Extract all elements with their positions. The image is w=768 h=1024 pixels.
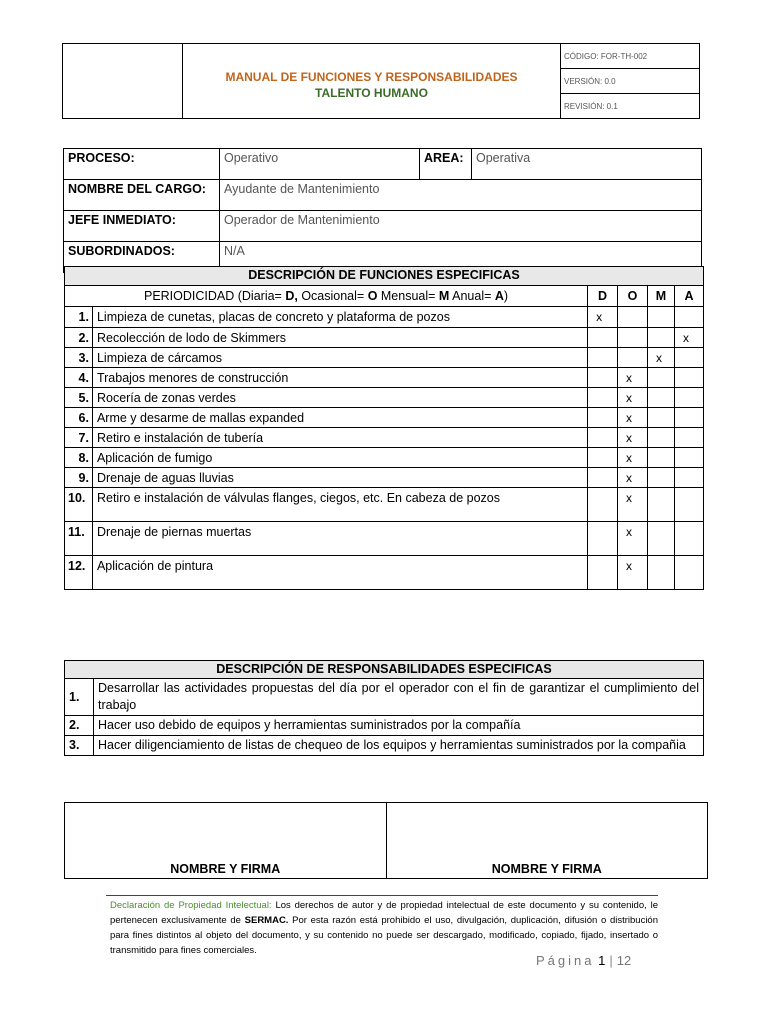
cargo-value: Ayudante de Mantenimiento bbox=[220, 180, 702, 211]
mark-annual bbox=[674, 368, 703, 388]
proceso-value: Operativo bbox=[220, 149, 420, 180]
mark-occasional: x bbox=[618, 368, 648, 388]
mark-monthly bbox=[648, 408, 675, 428]
mark-occasional: x bbox=[618, 556, 648, 590]
function-desc: Drenaje de aguas lluvias bbox=[92, 468, 587, 488]
function-row bbox=[65, 468, 704, 488]
function-desc: Retiro e instalación de válvulas flanges, ciegos, etc. En cabeza de pozos bbox=[92, 488, 587, 522]
declaration-text-1: Los derechos de autor y de propiedad intelectual de este documento y su contenido, le pertenecen exclusivamente de bbox=[110, 900, 659, 926]
functions-heading: DESCRIPCIÓN DE FUNCIONES ESPECIFICAS bbox=[65, 267, 704, 286]
mark-monthly bbox=[648, 488, 675, 522]
mark-monthly bbox=[648, 522, 675, 556]
col-daily: D bbox=[588, 286, 618, 307]
function-desc: Drenaje de piernas muertas bbox=[92, 522, 587, 556]
function-row bbox=[65, 408, 704, 428]
manual-title: MANUAL DE FUNCIONES Y RESPONSABILIDADES bbox=[225, 70, 518, 84]
mark-occasional: x bbox=[618, 448, 648, 468]
function-row bbox=[65, 556, 704, 590]
mark-daily bbox=[588, 468, 618, 488]
responsibility-number: 3. bbox=[65, 736, 94, 756]
mark-daily bbox=[588, 488, 618, 522]
mark-annual bbox=[674, 348, 703, 368]
function-desc: Aplicación de pintura bbox=[92, 556, 587, 590]
function-row bbox=[65, 448, 704, 468]
mark-occasional: x bbox=[618, 408, 648, 428]
mark-monthly bbox=[648, 388, 675, 408]
mark-occasional: x bbox=[618, 388, 648, 408]
mark-occasional: x bbox=[618, 428, 648, 448]
logo-cell bbox=[63, 44, 183, 119]
jefe-value: Operador de Mantenimiento bbox=[220, 211, 702, 242]
function-desc: Rocería de zonas verdes bbox=[92, 388, 587, 408]
responsibility-number: 2. bbox=[65, 716, 94, 736]
declaration-label: Declaración de Propiedad Intelectual: bbox=[110, 900, 272, 911]
function-number: 8. bbox=[65, 448, 93, 468]
doc-code: CÓDIGO: FOR-TH-002 bbox=[561, 44, 700, 69]
responsibilities-table bbox=[64, 660, 704, 756]
mark-monthly bbox=[648, 368, 675, 388]
function-desc: Trabajos menores de construcción bbox=[92, 368, 587, 388]
function-desc: Limpieza de cunetas, placas de concreto y plataforma de pozos bbox=[92, 307, 587, 328]
mark-monthly bbox=[648, 307, 675, 328]
mark-daily bbox=[588, 522, 618, 556]
mark-daily bbox=[588, 388, 618, 408]
function-desc: Arme y desarme de mallas expanded bbox=[92, 408, 587, 428]
functions-rows bbox=[65, 307, 704, 590]
responsibility-desc: Hacer diligenciamiento de listas de chequeo de los equipos y herramientas suministrados por la compañia bbox=[94, 736, 704, 756]
responsibility-row bbox=[65, 716, 704, 736]
mark-monthly bbox=[648, 428, 675, 448]
header-title-cell bbox=[183, 44, 561, 119]
mark-occasional bbox=[618, 348, 648, 368]
function-row bbox=[65, 388, 704, 408]
responsibility-desc: Desarrollar las actividades propuestas del día por el operador con el fin de garantizar el cumplimiento del trabajo bbox=[94, 679, 704, 716]
mark-annual bbox=[674, 522, 703, 556]
page-number: 1 bbox=[598, 953, 606, 968]
mark-monthly bbox=[648, 468, 675, 488]
mark-daily bbox=[588, 448, 618, 468]
mark-annual bbox=[674, 556, 703, 590]
function-desc: Aplicación de fumigo bbox=[92, 448, 587, 468]
function-row bbox=[65, 307, 704, 328]
mark-monthly bbox=[648, 448, 675, 468]
position-info-table bbox=[63, 148, 702, 273]
doc-version: VERSIÓN: 0.0 bbox=[561, 69, 700, 94]
function-number: 1. bbox=[65, 307, 93, 328]
footer-divider bbox=[106, 895, 658, 896]
function-desc: Retiro e instalación de tubería bbox=[92, 428, 587, 448]
mark-occasional: x bbox=[618, 488, 648, 522]
mark-annual bbox=[674, 307, 703, 328]
area-value: Operativa bbox=[472, 149, 702, 180]
function-number: 2. bbox=[65, 328, 93, 348]
mark-daily: x bbox=[588, 307, 618, 328]
function-row bbox=[65, 328, 704, 348]
function-desc: Recolección de lodo de Skimmers bbox=[92, 328, 587, 348]
function-row bbox=[65, 522, 704, 556]
function-number: 4. bbox=[65, 368, 93, 388]
mark-annual bbox=[674, 408, 703, 428]
subordinados-value: N/A bbox=[220, 242, 702, 273]
proceso-label: PROCESO: bbox=[64, 149, 220, 180]
area-label: AREA: bbox=[420, 149, 472, 180]
intellectual-property-declaration bbox=[110, 898, 658, 958]
mark-daily bbox=[588, 428, 618, 448]
function-row bbox=[65, 368, 704, 388]
subordinados-label: SUBORDINADOS: bbox=[64, 242, 220, 273]
mark-annual: x bbox=[674, 328, 703, 348]
function-desc: Limpieza de cárcamos bbox=[92, 348, 587, 368]
function-number: 10. bbox=[65, 488, 93, 522]
document-header bbox=[62, 43, 700, 119]
mark-occasional bbox=[618, 328, 648, 348]
page-separator: | bbox=[609, 953, 613, 968]
mark-annual bbox=[674, 388, 703, 408]
mark-daily bbox=[588, 556, 618, 590]
mark-daily bbox=[588, 408, 618, 428]
mark-occasional: x bbox=[618, 468, 648, 488]
mark-annual bbox=[674, 468, 703, 488]
mark-annual bbox=[674, 428, 703, 448]
mark-monthly: x bbox=[648, 348, 675, 368]
mark-annual bbox=[674, 448, 703, 468]
declaration-text-2: Por esta razón está prohibido el uso, divulgación, duplicación, difusión o distribución para fines distintos al objeto del documento, y su contenido no puede ser descargado, modificado, copiado, fijado, insertado o transmitido para fines comerciales. bbox=[110, 915, 658, 956]
jefe-label: JEFE INMEDIATO: bbox=[64, 211, 220, 242]
function-number: 5. bbox=[65, 388, 93, 408]
responsibility-row bbox=[65, 736, 704, 756]
doc-revision: REVISIÓN: 0.1 bbox=[561, 94, 700, 119]
mark-daily bbox=[588, 328, 618, 348]
col-monthly: M bbox=[648, 286, 675, 307]
mark-annual bbox=[674, 488, 703, 522]
function-row bbox=[65, 348, 704, 368]
page-total: 12 bbox=[616, 953, 632, 968]
function-number: 11. bbox=[65, 522, 93, 556]
signature-left: NOMBRE Y FIRMA bbox=[65, 803, 387, 879]
function-row bbox=[65, 488, 704, 522]
signature-right: NOMBRE Y FIRMA bbox=[386, 803, 708, 879]
responsibility-row bbox=[65, 679, 704, 716]
function-number: 3. bbox=[65, 348, 93, 368]
mark-occasional bbox=[618, 307, 648, 328]
function-number: 6. bbox=[65, 408, 93, 428]
cargo-label: NOMBRE DEL CARGO: bbox=[64, 180, 220, 211]
functions-table bbox=[64, 266, 704, 590]
mark-occasional: x bbox=[618, 522, 648, 556]
company-name: SERMAC. bbox=[244, 915, 289, 926]
mark-monthly bbox=[648, 328, 675, 348]
mark-daily bbox=[588, 368, 618, 388]
responsibilities-heading: DESCRIPCIÓN DE RESPONSABILIDADES ESPECIFICAS bbox=[65, 661, 704, 679]
function-row bbox=[65, 428, 704, 448]
responsibility-number: 1. bbox=[65, 679, 94, 716]
col-annual: A bbox=[674, 286, 703, 307]
mark-daily bbox=[588, 348, 618, 368]
mark-monthly bbox=[648, 556, 675, 590]
responsibility-desc: Hacer uso debido de equipos y herramientas suministrados por la compañía bbox=[94, 716, 704, 736]
col-occasional: O bbox=[618, 286, 648, 307]
manual-subtitle: TALENTO HUMANO bbox=[315, 86, 428, 100]
page-label: Página bbox=[536, 953, 595, 968]
function-number: 9. bbox=[65, 468, 93, 488]
periodicity-legend: PERIODICIDAD (Diaria= D, Ocasional= O Mensual= M Anual= A) bbox=[65, 286, 588, 307]
function-number: 12. bbox=[65, 556, 93, 590]
function-number: 7. bbox=[65, 428, 93, 448]
signature-table bbox=[64, 802, 708, 879]
page-indicator bbox=[536, 953, 631, 968]
